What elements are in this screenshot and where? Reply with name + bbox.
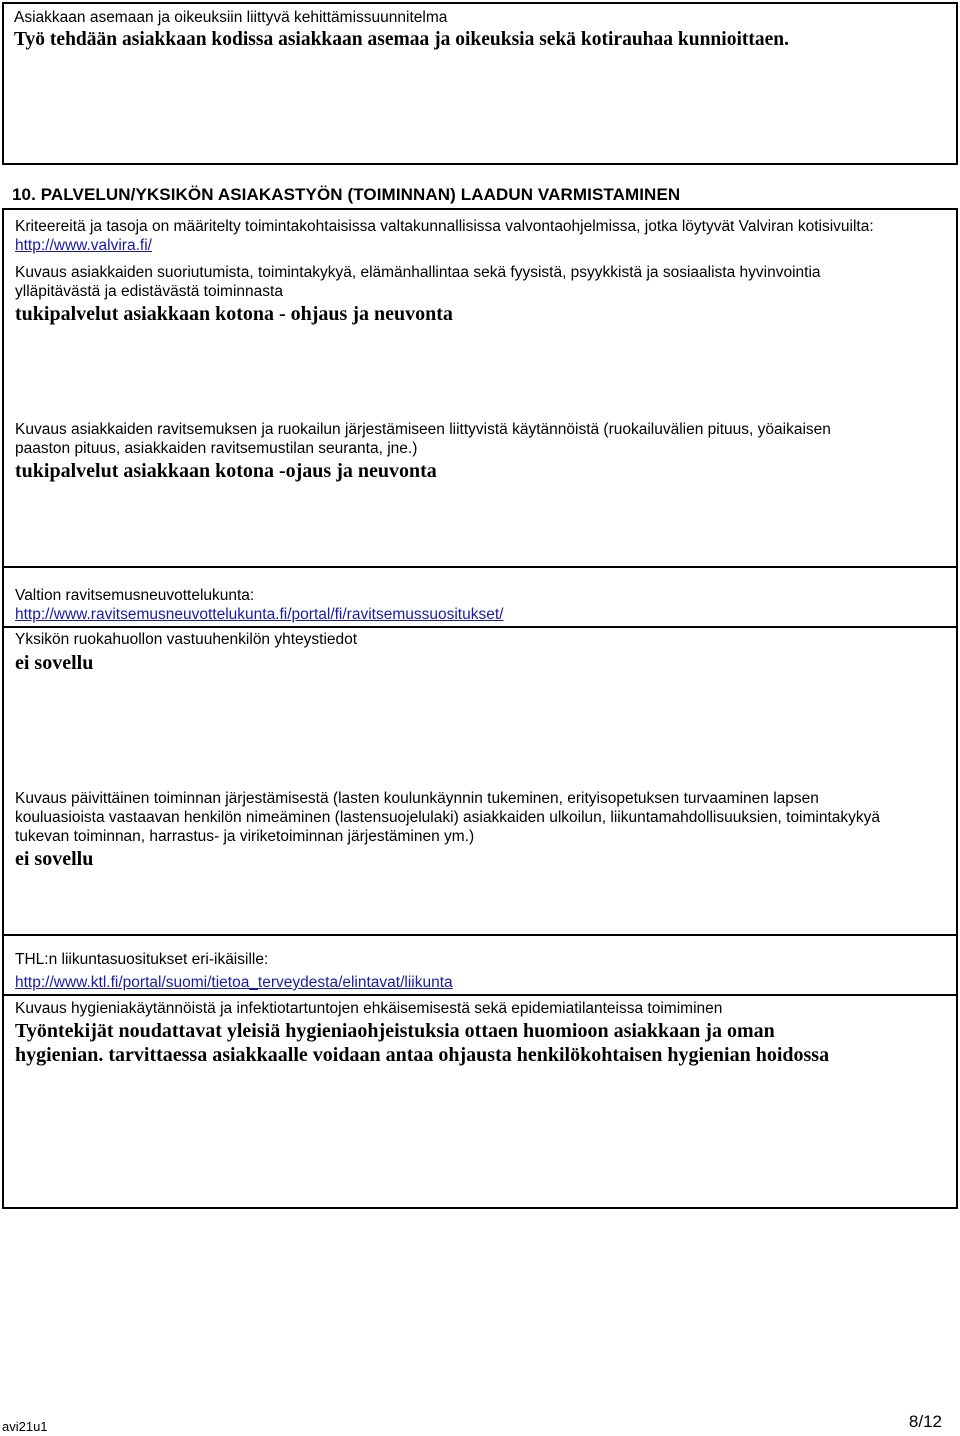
daily-activity-label: [15, 789, 955, 846]
top-section-box: [2, 2, 958, 165]
nutrition-description-label: [15, 420, 955, 458]
hygiene-answer-line1: Työntekijät noudattavat yleisiä hygieniaohjeistuksia ottaen huomioon asiakkaan ja oman: [15, 1020, 775, 1042]
divider-2: [4, 626, 956, 628]
activity-description-label: [15, 263, 955, 301]
divider-3: [4, 934, 956, 936]
activity-answer: tukipalvelut asiakkaan kotona - ohjaus ja neuvonta: [15, 303, 453, 325]
activity-description-line2: ylläpitävästä ja edistävästä toiminnasta: [15, 283, 283, 300]
thl-link-row: [15, 973, 955, 992]
divider-4: [4, 994, 956, 996]
top-section-label: Asiakkaan asemaan ja oikeuksiin liittyvä kehittämissuunnitelma: [14, 9, 448, 26]
section-heading: 10. PALVELUN/YKSIKÖN ASIAKASTYÖN (TOIMINNAN) LAADUN VARMISTAMINEN: [12, 185, 681, 204]
ravitsemus-link-row: [15, 605, 955, 624]
daily-activity-answer: ei sovellu: [15, 848, 94, 870]
hygiene-answer-line2: hygienian. tarvittaessa asiakkaalle voidaan antaa ohjausta henkilökohtaisen hygienian hoidossa: [15, 1044, 830, 1066]
food-contact-label: Yksikön ruokahuollon vastuuhenkilön yhteystiedot: [15, 631, 358, 648]
hygiene-answer: [15, 1019, 955, 1067]
ravitsemus-link[interactable]: http://www.ravitsemusneuvottelukunta.fi/portal/fi/ravitsemussuositukset/: [15, 606, 504, 623]
food-contact-answer: ei sovellu: [15, 652, 94, 674]
criteria-link-row: [15, 236, 955, 255]
valvira-link[interactable]: http://www.valvira.fi/: [15, 237, 152, 254]
nutrition-description-line2: paaston pituus, asiakkaiden ravitsemustilan seuranta, jne.): [15, 440, 418, 457]
hygiene-label: Kuvaus hygieniakäytännöistä ja infektiotartuntojen ehkäisemisestä sekä epidemiatilanteissa toimiminen: [15, 1000, 723, 1017]
daily-activity-line2: kouluasioista vastaavan henkilön nimeäminen (lastensuojelulaki) asiakkaiden ulkoilun, liikuntamahdollisuuksien, toimintakykyä: [15, 809, 881, 826]
nutrition-description-line1: Kuvaus asiakkaiden ravitsemuksen ja ruokailun järjestämiseen liittyvistä käytännöistä (ruokailuvälien pituus, yöaikaisen: [15, 421, 831, 438]
quality-section-box: [2, 208, 958, 1209]
top-section-text: Työ tehdään asiakkaan kodissa asiakkaan asemaa ja oikeuksia sekä kotirauhaa kunnioittaen.: [14, 29, 789, 50]
daily-activity-line3: tukevan toiminnan, harrastus- ja viriketoiminnan järjestäminen ym.): [15, 828, 475, 845]
nutrition-answer: tukipalvelut asiakkaan kotona -ojaus ja neuvonta: [15, 460, 437, 482]
divider-1: [4, 566, 956, 568]
footer-page-number: 8/12: [908, 1412, 942, 1431]
daily-activity-line1: Kuvaus päivittäinen toiminnan järjestämisestä (lasten koulunkäynnin tukeminen, erityisopetuksen turvaaminen lapsen: [15, 790, 819, 807]
footer-doc-code: avi21u1: [2, 1419, 48, 1434]
ravitsemus-ref-label: Valtion ravitsemusneuvottelukunta:: [15, 587, 255, 604]
activity-description-line1: Kuvaus asiakkaiden suoriutumista, toimintakykyä, elämänhallintaa sekä fyysistä, psyykkistä ja sosiaalista hyvinvointia: [15, 264, 821, 281]
criteria-text: Kriteereitä ja tasoja on määritelty toimintakohtaisissa valtakunnallisissa valvontaohjelmissa, jotka löytyvät Valviran kotisivuilta:: [15, 218, 874, 235]
thl-link[interactable]: http://www.ktl.fi/portal/suomi/tietoa_terveydesta/elintavat/liikunta: [15, 974, 453, 991]
thl-ref-label: THL:n liikuntasuositukset eri-ikäisille:: [15, 951, 269, 968]
